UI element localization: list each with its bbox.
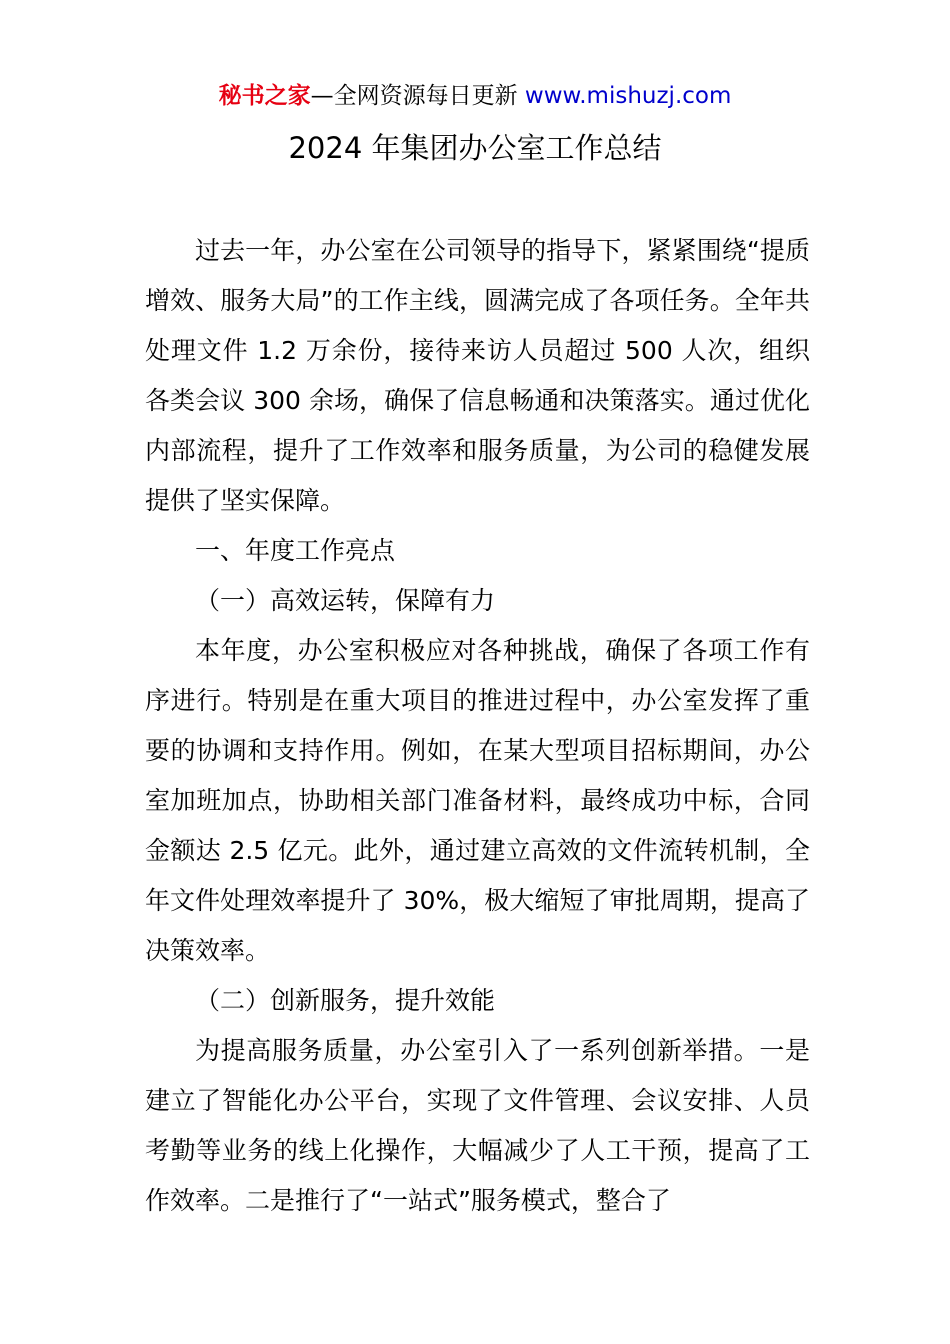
- intro-paragraph: 过去一年，办公室在公司领导的指导下，紧紧围绕“提质增效、服务大局”的工作主线，圆满完成了各项任务。全年共处理文件 1.2 万余份，接待来访人员超过 500 人次，组织各类会议 300 余场，确保了信息畅通和决策落实。通过优化内部流程，提升了工作效率和服务质量，为公司的稳健发展提供了坚实保障。: [145, 236, 810, 515]
- site-header: [0, 80, 950, 112]
- subsection-heading: （二）创新服务，提升效能: [195, 986, 496, 1015]
- site-tagline: —全网资源每日更新: [310, 83, 525, 109]
- document-title: 2024 年集团办公室工作总结: [288, 131, 662, 165]
- section-heading: 一、年度工作亮点: [195, 536, 396, 565]
- body-paragraph: 本年度，办公室积极应对各种挑战，确保了各项工作有序进行。特别是在重大项目的推进过程中，办公室发挥了重要的协调和支持作用。例如，在某大型项目招标期间，办公室加班加点，协助相关部门准备材料，最终成功中标，合同金额达 2.5 亿元。此外，通过建立高效的文件流转机制，全年文件处理效率提升了 30%，极大缩短了审批周期，提高了决策效率。: [145, 636, 810, 965]
- document-body: [145, 226, 810, 1226]
- site-brand: 秘书之家: [218, 83, 311, 109]
- site-url[interactable]: www.mishuzj.com: [524, 83, 732, 109]
- subsection-heading: （一）高效运转，保障有力: [195, 586, 496, 615]
- body-paragraph: 为提高服务质量，办公室引入了一系列创新举措。一是建立了智能化办公平台，实现了文件管理、会议安排、人员考勤等业务的线上化操作，大幅减少了人工干预，提高了工作效率。二是推行了“一站式”服务模式，整合了: [145, 1036, 810, 1215]
